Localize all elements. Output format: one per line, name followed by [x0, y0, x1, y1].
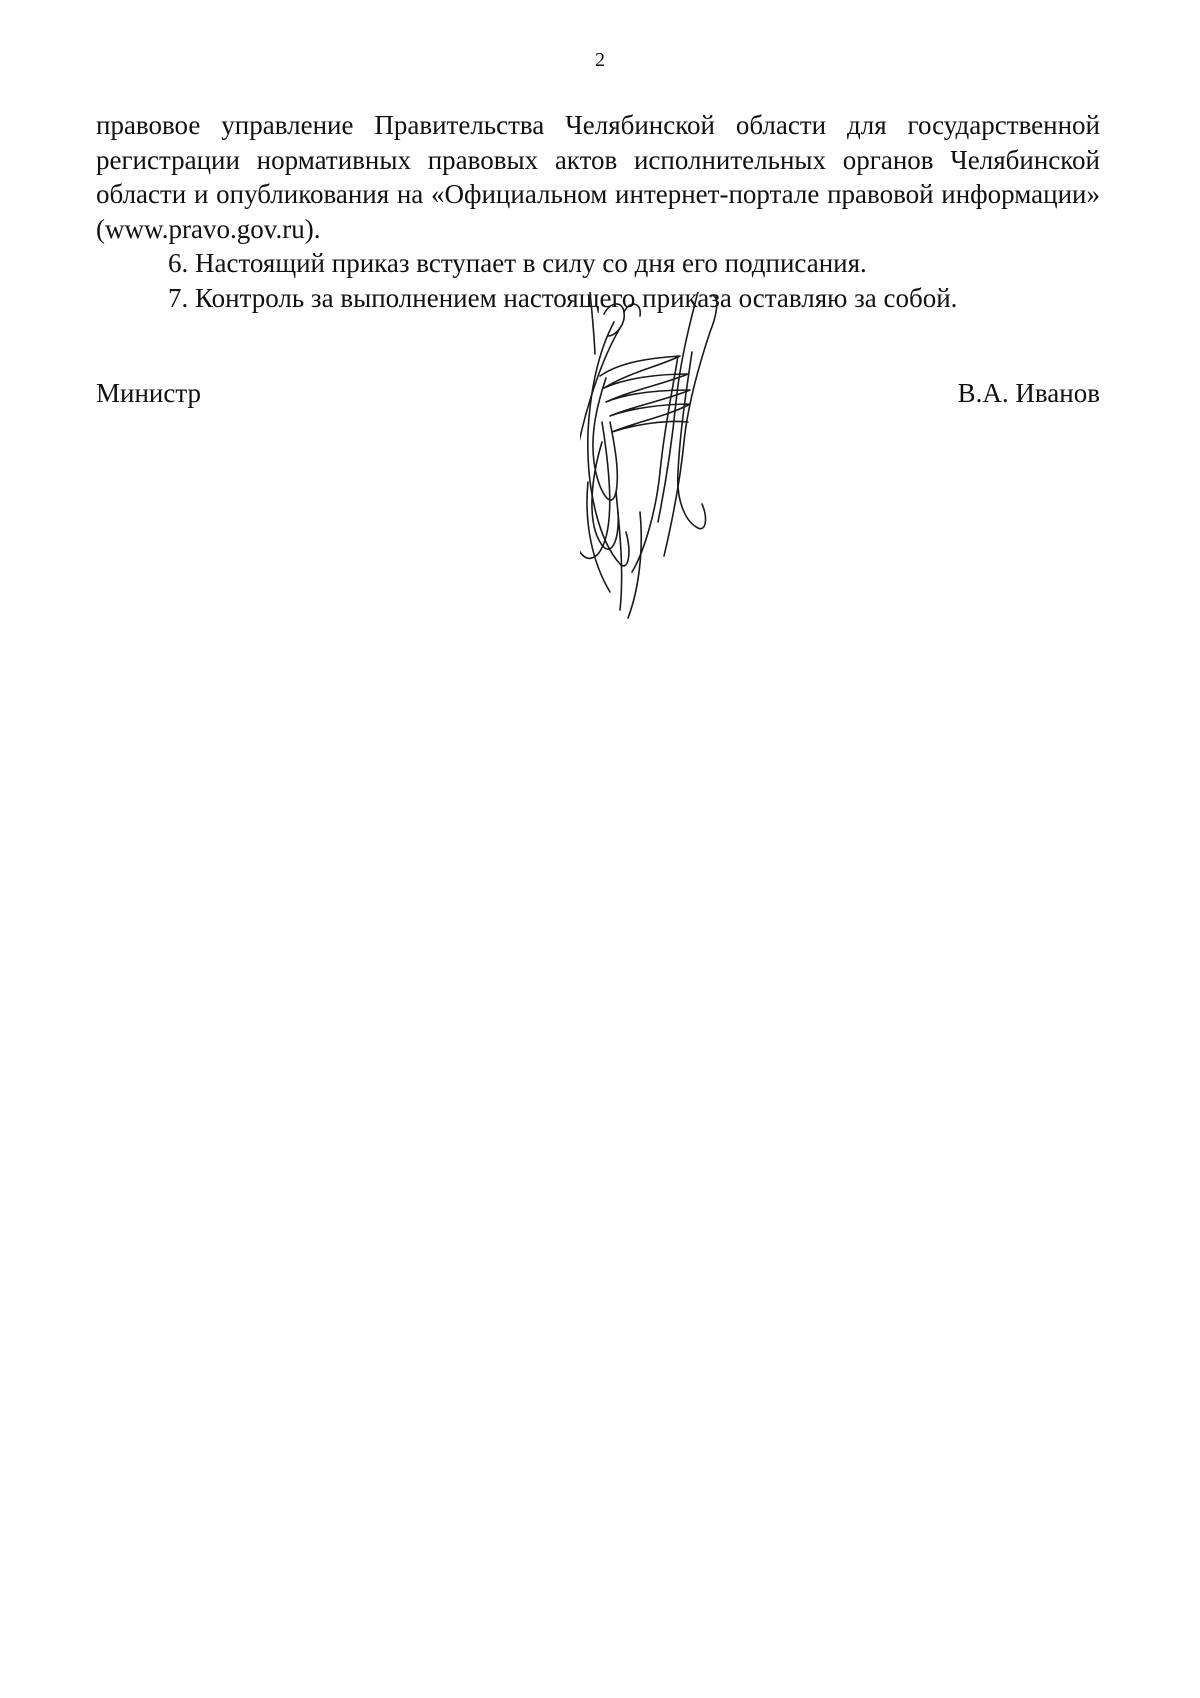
signer-name: В.А. Иванов [957, 378, 1100, 408]
page-number: 2 [595, 49, 605, 71]
handwritten-signature-icon [580, 292, 780, 622]
paragraph-item-7: 7. Контроль за выполнением настоящего приказа оставляю за собой. [168, 282, 958, 313]
signer-position: Министр [96, 378, 201, 408]
document-body [96, 108, 1100, 315]
paragraph-continuation: правовое управление Правительства Челябинской области для государственной регистрации нормативных правовых актов исполнительных органов Челябинской области и опубликования на «Официальном интернет-портале правовой информации» (www.pravo.gov.ru). [96, 110, 1100, 244]
paragraph-item-6: 6. Настоящий приказ вступает в силу со дня его подписания. [168, 248, 867, 278]
